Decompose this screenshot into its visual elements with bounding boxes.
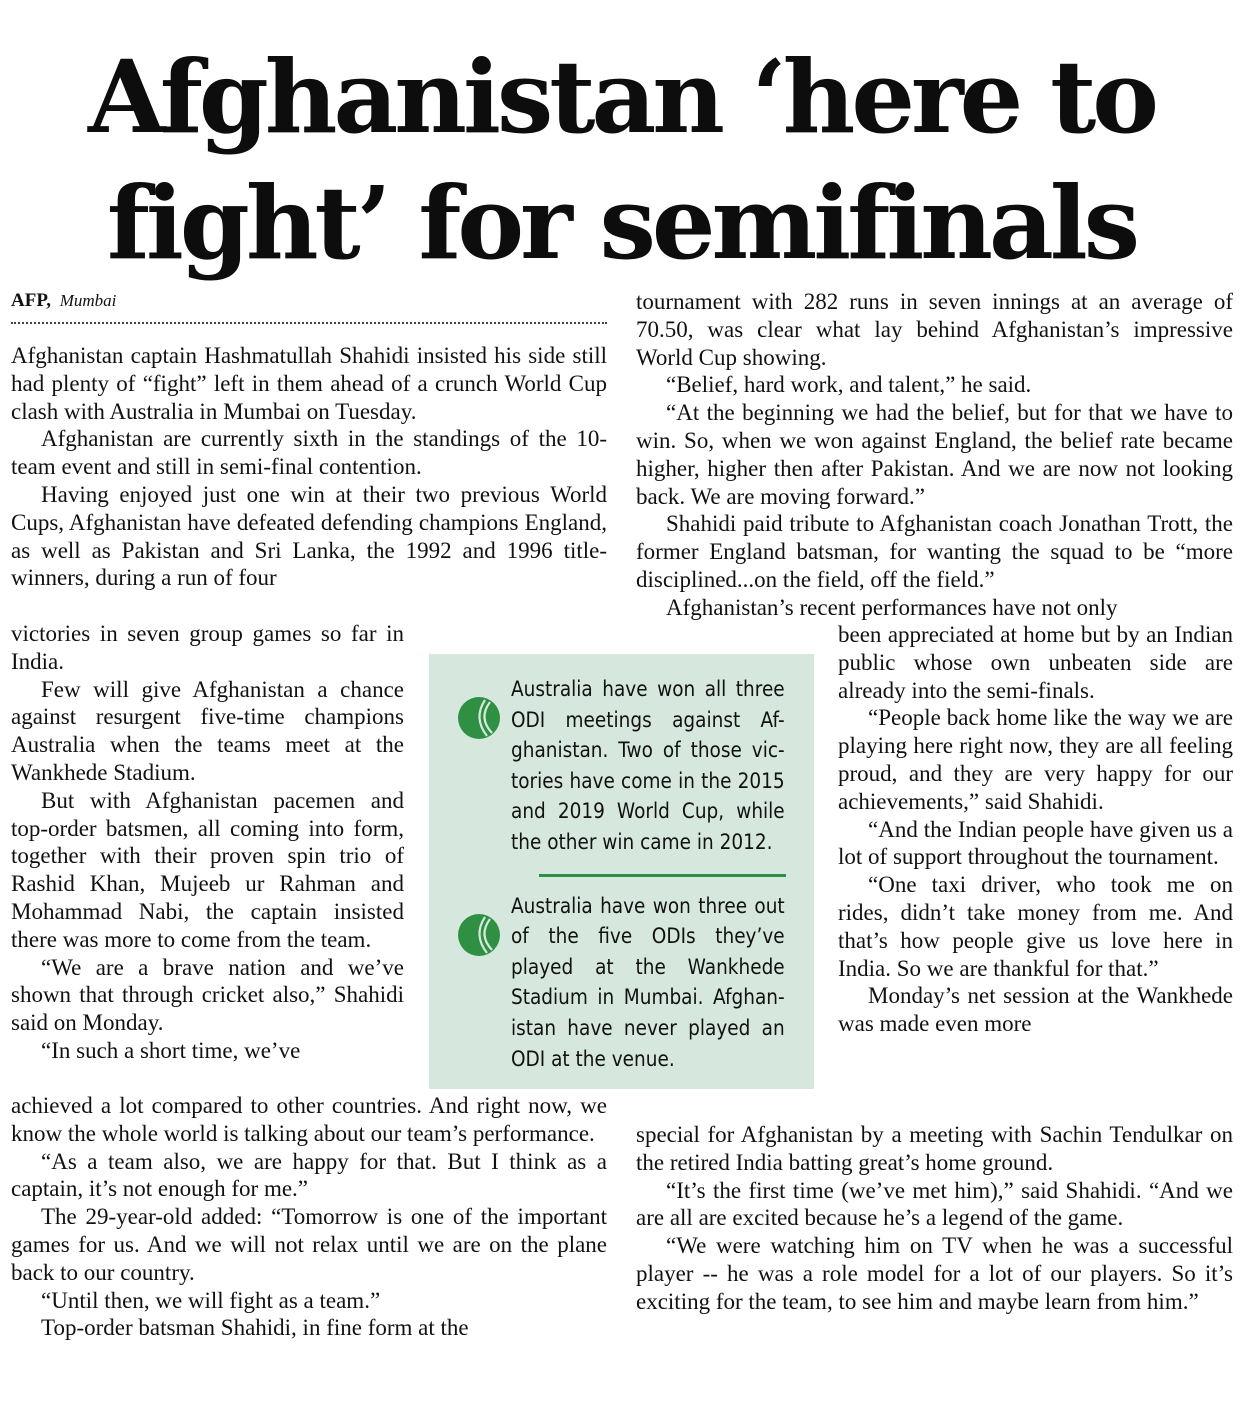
paragraph: “In such a short time, we’ve [41,1037,301,1063]
column-2-bottom [636,1121,1233,1316]
paragraph: tournament with 282 runs in seven innings at an average of 70.50, was clear what lay behind Afghanistan’s impressive World Cup showing. [636,289,1233,370]
paragraph: Monday’s net session at the Wankhede was made even more [838,983,1233,1037]
paragraph: “Until then, we will fight as a team.” [41,1287,381,1313]
paragraph: “Belief, hard work, and talent,” he said. [666,372,1032,398]
headline-line-2: fight’ for semifinals [106,164,1137,282]
paragraph: “We were watching him on TV when he was a successful player -- he was a role model for a lot of our players. So it’s exciting for the team, to see him and maybe learn from him.” [636,1233,1233,1314]
paragraph: “As a team also, we are happy for that. But I think as a captain, it’s not enough for me.” [11,1148,607,1202]
paragraph: “It’s the first time (we’ve met him),” said Shahidi. “And we are all are excited because he’s a legend of the game. [636,1177,1233,1231]
paragraph: “People back home like the way we are playing here right now, they are all feeling proud, and they are very happy for our achievements,” said Shahidi. [838,705,1233,814]
paragraph: “At the beginning we had the belief, but for that we have to win. So, when we won against England, the belief rate became higher, higher then after Pakistan. And we are now not looking back. We are moving forward.” [636,400,1233,509]
paragraph: But with Afghanistan pacemen and top-order batsmen, all coming into form, together with their proven spin trio of Rashid Khan, Mujeeb ur Rahman and Mohammad Nabi, the captain insisted there was more to come from the team. [11,787,404,952]
paragraph: special for Afghanistan by a meeting with Sachin Tendulkar on the retired India batting great’s home ground. [636,1122,1233,1175]
headline [0,34,1243,286]
paragraph: victories in seven group games so far in India. [11,621,404,674]
paragraph: Afghanistan are currently sixth in the standings of the 10-team event and still in semi-final contention. [11,426,607,480]
fact-text: Australia have won three out of the five ODIs they’ve played at the Wankhede Stadium in Mumbai. Afghan-istan have never played an ODI at the venue. [511,893,785,1071]
paragraph: Afghanistan’s recent performances have not only [666,594,1118,620]
paragraph: The 29-year-old added: “Tomorrow is one of the important games for us. And we will not relax until we are on the plane back to our country. [11,1204,607,1285]
paragraph: Afghanistan captain Hashmatullah Shahidi insisted his side still had plenty of “fight” left in them ahead of a crunch World Cup clash with Australia in Mumbai on Tuesday. [11,343,607,424]
paragraph: Top-order batsman Shahidi, in fine form at the [41,1315,469,1341]
byline-agency: AFP, [11,290,51,311]
paragraph: “One taxi driver, who took me on rides, didn’t take money from me. And that’s how people give us love here in India. So we are thankful for that.” [838,872,1233,981]
column-1-bottom [11,1092,607,1342]
paragraph: “We are a brave nation and we’ve shown that through cricket also,” Shahidi said on Monday. [11,954,404,1036]
byline [11,289,607,324]
headline-line-1: Afghanistan ‘here to [88,38,1155,156]
column-1-top [11,342,607,592]
paragraph: Few will give Afghanistan a chance against resurgent five-time champions Australia when the teams meet at the Wankhede Stadium. [11,676,404,785]
paragraph: “And the Indian people have given us a lot of support throughout the tournament. [838,816,1233,870]
fact-text: Australia have won all three ODI meetings against Af-ghanistan. Two of those vic-tories have come in the 2015 and 2019 World Cup, while the other win came in 2012. [511,677,785,854]
column-2-middle [838,621,1233,1038]
paragraph: been appreciated at home but by an Indian public whose own unbeaten side are already into the semi-finals. [838,622,1233,703]
column-2-top [636,288,1233,622]
cricket-ball-icon [457,696,501,740]
paragraph: achieved a lot compared to other countries. And right now, we know the whole world is talking about our team’s performance. [11,1093,607,1146]
fact-box [429,654,814,1089]
column-1-middle [11,620,404,1065]
paragraph: Having enjoyed just one win at their two previous World Cups, Afghanistan have defeated defending champions England, as well as Pakistan and Sri Lanka, the 1992 and 1996 title-winners, during a run of four [11,481,607,591]
byline-place: Mumbai [59,291,117,310]
fact-divider [539,874,786,877]
fact-item [457,891,786,1075]
cricket-ball-icon [457,913,501,957]
fact-item [457,674,786,858]
paragraph: Shahidi paid tribute to Afghanistan coach Jonathan Trott, the former England batsman, for wanting the squad to be “more disciplined...on the field, off the field.” [636,511,1233,592]
